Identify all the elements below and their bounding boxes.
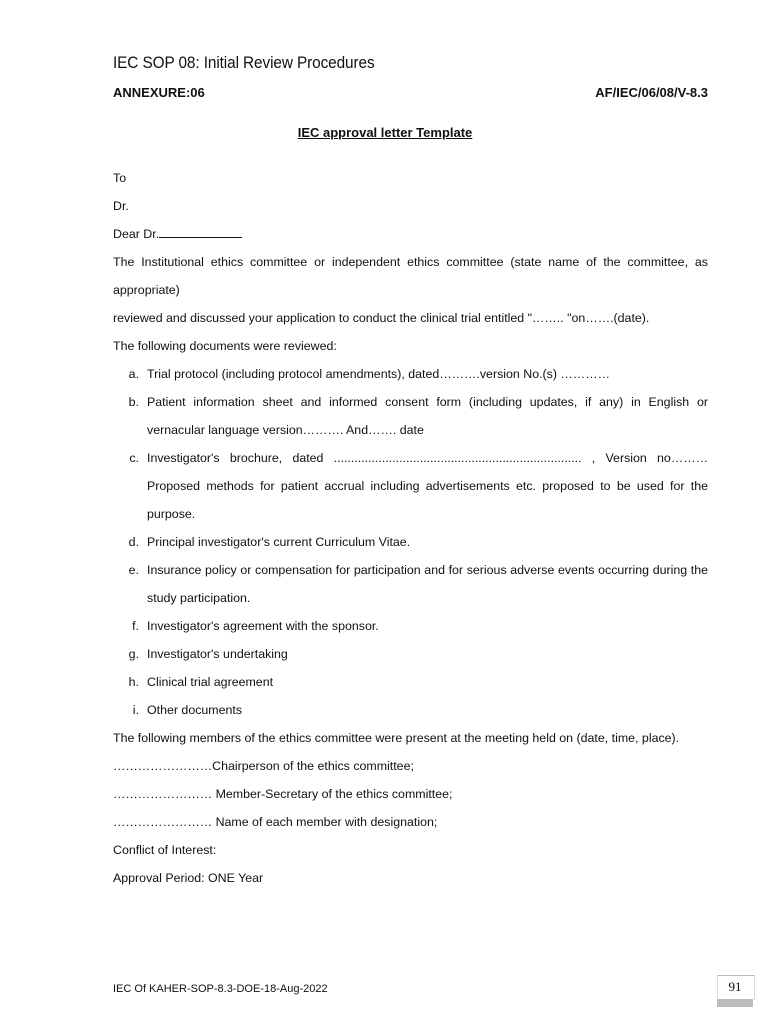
member-secretary-line: …………………… Member-Secretary of the ethics committee; — [113, 787, 453, 801]
dear-line: Dear Dr. — [113, 220, 708, 248]
list-item: c. Investigator's brochure, dated ........................................................................ , Version no……… Proposed methods for patient accrual including advertisements etc. proposed to be used for the purpose. — [129, 451, 708, 521]
intro-line-1: The Institutional ethics committee or independent ethics committee (state name of the committee, as — [113, 255, 708, 269]
list-item: h. Clinical trial agreement — [128, 675, 274, 689]
list-item: b. Patient information sheet and informed consent form (including updates, if any) in English or vernacular language version………. And……. date — [128, 395, 708, 437]
list-item: d. Principal investigator's current Curriculum Vitae. — [128, 535, 411, 549]
name-blank — [159, 225, 242, 238]
list-item: a. Trial protocol (including protocol amendments), dated……….version No.(s) ………… — [128, 367, 610, 381]
page-number-bar — [717, 999, 753, 1007]
salutation-to: To — [113, 171, 127, 185]
document-header-title: IEC SOP 08: Initial Review Procedures — [113, 54, 375, 72]
documents-list — [113, 360, 708, 724]
members-present-line: The following members of the ethics committee were present at the meeting held on (date, time, place). — [113, 731, 680, 745]
list-item: g. Investigator's undertaking — [128, 647, 288, 661]
recipient-dr: Dr. — [113, 199, 129, 213]
chairperson-line: ……………………Chairperson of the ethics committee; — [113, 759, 414, 773]
intro-line-3: reviewed and discussed your application to conduct the clinical trial entitled "…….. "on…….(date). — [113, 311, 650, 325]
documents-heading: The following documents were reviewed: — [113, 339, 337, 353]
page-number: 91 — [728, 979, 742, 994]
list-item: i. Other documents — [132, 703, 243, 717]
form-code: AF/IEC/06/08/V-8.3 — [595, 85, 708, 100]
members-line: …………………… Name of each member with designation; — [113, 815, 438, 829]
template-title: IEC approval letter Template — [297, 125, 473, 140]
list-item: e. Insurance policy or compensation for participation and for serious adverse events occurring during the study participation. — [128, 563, 708, 605]
footer-document-reference: IEC Of KAHER-SOP-8.3-DOE-18-Aug-2022 — [113, 983, 328, 995]
approval-period: Approval Period: ONE Year — [113, 871, 264, 885]
annexure-label: ANNEXURE:06 — [113, 85, 205, 100]
intro-line-2: appropriate) — [113, 283, 180, 297]
letter-body — [113, 164, 708, 892]
conflict-of-interest: Conflict of Interest: — [113, 843, 217, 857]
list-item: f. Investigator's agreement with the sponsor. — [132, 619, 379, 633]
